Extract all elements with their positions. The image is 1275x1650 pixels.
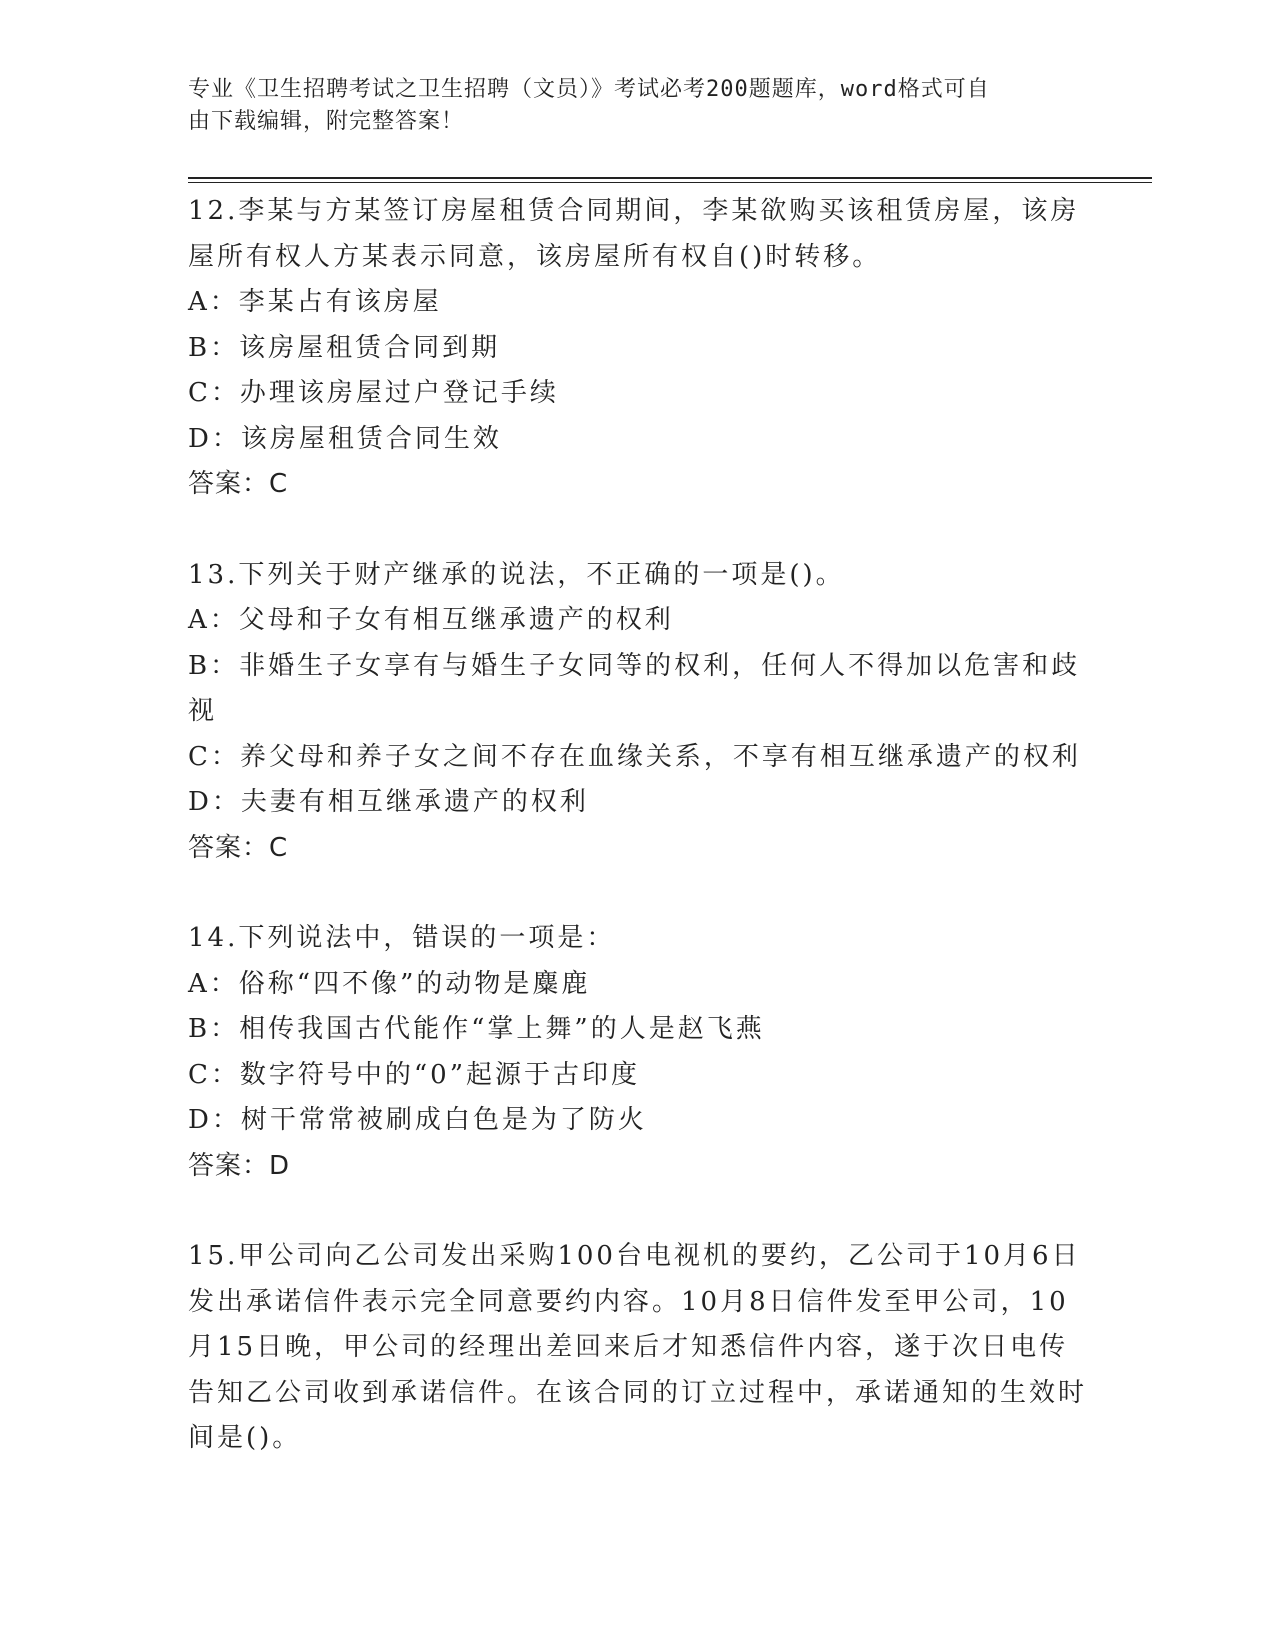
answer: 答案：D [188,1150,291,1181]
option-d: D：该房屋租赁合同生效 [188,423,502,454]
option-c: C：养父母和养子女之间不存在血缘关系，不享有相互继承遗产的权利 [188,741,1081,772]
option-c: C：办理该房屋过户登记手续 [188,378,559,408]
option-b: B：非婚生子女享有与婚生子女同等的权利，任何人不得加以危害和歧视 [188,650,1081,726]
option-a: A：俗称“四不像”的动物是麋鹿 [188,968,591,999]
question-12 [188,189,1088,508]
question-stem: 15.甲公司向乙公司发出采购100台电视机的要约，乙公司于10月6日发出承诺信件表示完全同意要约内容。10月8日信件发至甲公司，10月15日晚，甲公司的经理出差回来后才知悉信件内容，遂于次日电传告知乙公司收到承诺信件。在该合同的订立过程中，承诺通知的生效时间是()。 [188,1241,1088,1453]
document-header [188,74,1078,138]
option-c: C：数字符号中的“0”起源于古印度 [188,1059,641,1090]
option-a: A：李某占有该房屋 [188,287,442,317]
question-stem: 14.下列说法中，错误的一项是： [188,923,616,953]
header-divider-thin [188,182,1152,183]
answer: 答案：C [188,469,289,499]
question-13 [188,553,1088,872]
option-b: B：该房屋租赁合同到期 [188,332,501,363]
question-list [188,189,1088,1507]
option-d: D：夫妻有相互继承遗产的权利 [188,787,589,817]
question-stem: 13.下列关于财产继承的说法，不正确的一项是()。 [188,559,845,590]
option-b: B：相传我国古代能作“掌上舞”的人是赵飞燕 [188,1014,765,1044]
option-a: A：父母和子女有相互继承遗产的权利 [188,605,674,635]
answer: 答案：C [188,832,289,863]
header-divider [188,177,1152,179]
header-line-2: 由下载编辑，附完整答案！ [188,109,465,134]
question-stem: 12.李某与方某签订房屋租赁合同期间，李某欲购买该租赁房屋，该房屋所有权人方某表示同意，该房屋所有权自()时转移。 [188,196,1080,272]
question-15 [188,1234,1088,1462]
option-d: D：树干常常被刷成白色是为了防火 [188,1105,647,1135]
header-line-1: 专业《卫生招聘考试之卫生招聘（文员）》考试必考200题题库，word格式可自 [188,77,990,102]
question-14 [188,916,1088,1189]
